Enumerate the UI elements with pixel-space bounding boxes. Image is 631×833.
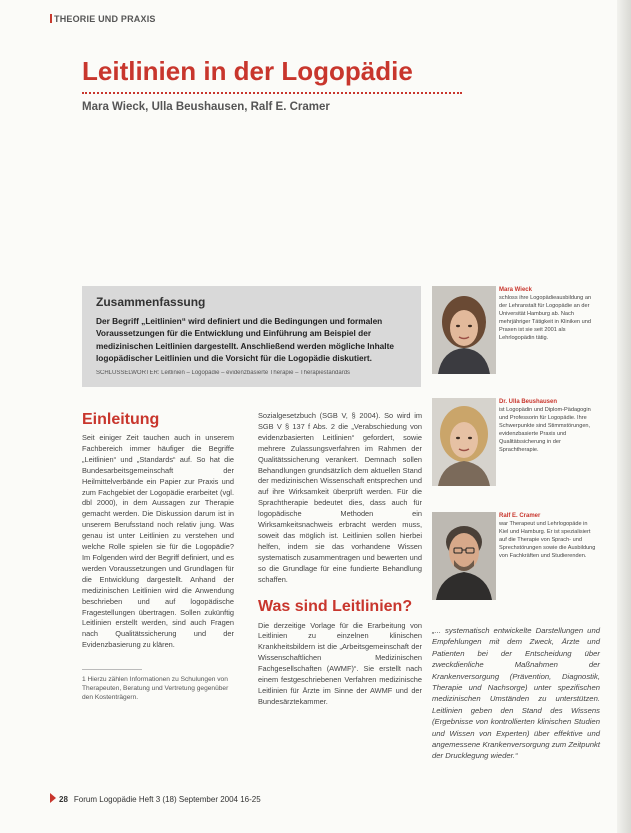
- author-bio-wieck: [499, 286, 597, 342]
- summary-keywords: SCHLÜSSELWÖRTER: Leitlinien – Logopädie – evidenzbasierte Therapie – Therapiestandards: [96, 370, 351, 376]
- definition-quote: „... systematisch entwickelte Darstellungen und Empfehlungen mit dem Zweck, Ärzte und Patienten bei der Entscheidung über zweckdienliche Maßnahmen der Krankenversorgung (Prävention, Diagnostik, Therapie und Nachsorge) unter spezifischen medizinischen Umständen zu unterstützen. Leitlinien geben den Stand des Wissens (Ergebnisse von kontrollierten klinischen Studien und Wissen von Experten) über effektive und angemessene Krankenversorgung zum Zeitpunkt der Drucklegung wieder.“: [432, 626, 600, 761]
- author-name-cramer: Ralf E. Cramer: [499, 513, 541, 519]
- author-photo-cramer: [432, 512, 496, 600]
- summary-box: [82, 286, 421, 387]
- column-middle: [258, 411, 422, 708]
- footnote: 1 Hierzu zählen Informationen zu Schulungen von Therapeuten, Beratung und Vertretung gegenüber den Kostenträgern.: [82, 676, 229, 702]
- author-bio-beushausen: [499, 398, 597, 454]
- author-bio-cramer: [499, 512, 597, 560]
- leitlinien-heading: Was sind Leitlinien?: [258, 597, 413, 615]
- intro-heading: Einleitung: [82, 411, 160, 428]
- author-photo-wieck: [432, 286, 496, 374]
- page-number: 28: [59, 795, 68, 804]
- column-left: [82, 411, 234, 702]
- author-bio-text: war Therapeut und Lehrlogopäde in Kiel und Hamburg. Er ist spezialisiert auf die Therapie von Sprach- und Sprechstörungen sowie die Ausbildung von Fachkräften und Studierenden.: [499, 521, 596, 559]
- footer-text: Forum Logopädie Heft 3 (18) September 2004 16-25: [73, 795, 261, 804]
- footer-arrow-icon: [50, 793, 56, 803]
- article-title: Leitlinien in der Logopädie: [82, 56, 413, 86]
- section-label: [50, 14, 156, 24]
- section-marker: [50, 14, 52, 23]
- author-name-wieck: Mara Wieck: [499, 287, 532, 293]
- intro-text: Seit einiger Zeit tauchen auch in unserem Fachbereich immer häufiger die Begriffe „Leitlinien“ und „Standards“ auf. So hat die Bundesarbeitsgemeinschaft der Heilmittelverbände ein Papier zur Praxis und zum Fachgebiet der Logopädie erarbeitet (vgl. dbl 2000), in dem Aussagen zur Therapie gemacht werden. Die Diskussion darum ist in unserem Berufsstand noch relativ jung. Was genau ist unter Leitlinien zu verstehen und welche Rolle spielen sie für die Logopädie? Im Folgenden wird der Begriff definiert, und es werden Voraussetzungen und Grundlagen für die Entwicklung dargestellt. Anhand der medizinischen Leitlinien wird die Anwendung beschrieben und auf logopädische Fragestellungen übertragen. Sollen zukünftig Leitlinien erstellt werden, sind auch Fragen nach Qualitätssicherung und der Evidenzbasierung zu klären.: [82, 433, 234, 650]
- article-authors: Mara Wieck, Ulla Beushausen, Ralf E. Cramer: [82, 101, 330, 113]
- author-bio-text: ist Logopädin und Diplom-Pädagogin und Professorin für Logopädie. Ihre Schwerpunkte sind Stimmstörungen, evidenzbasierte Praxis und Qualitätssicherung in der Sprachtherapie.: [499, 407, 591, 453]
- page-edge: [617, 0, 631, 833]
- title-dotted-rule: [82, 92, 462, 94]
- summary-text: Der Begriff „Leitlinien“ wird definiert und die Bedingungen und formalen Voraussetzungen für die Entwicklung und Einführung am Beispiel der medizinischen Leitlinien dargestellt. Anschließend werden mögliche Inhalte logopädischer Leitlinien und die Vorsicht für die Logopädie diskutiert.: [96, 316, 394, 364]
- author-bio-text: schloss ihre Logopädieausbildung an der Lehranstalt für Logopädie an der Universität Hamburg ab. Nach mehrjähriger Tätigkeit in Kliniken und Praxen ist sie seit 2001 als Lehrlogopädin tätig.: [499, 295, 592, 341]
- footnote-rule: [82, 669, 142, 670]
- page-footer: [50, 793, 261, 804]
- section-label-text: THEORIE UND PRAXIS: [54, 14, 156, 24]
- summary-heading: Zusammenfassung: [96, 295, 206, 309]
- col2-text: Sozialgesetzbuch (SGB V, § 2004). So wird im SGB V § 137 f Abs. 2 die „Verabschiedung von evidenzbasierten Leitlinien“ gefordert, sowie mehrere Zulassungsverfahren im Rahmen der Qualitätssicherung verankert. Demnach sollen Behandlungen grundsätzlich dem aktuellen Stand der medizinischen Wissenschaft entsprechen und auf ihre Wirksamkeit überprüft werden. Für die Sprachtherapie bedeutet dies, dass auch für logopädische Methoden ein Wirksamkeitsnachweis erbracht werden muss, soweit das möglich ist. Leitlinien sollen hierbei helfen, indem sie das vorhandene Wissen systematisch zusammentragen und bewerten und so die Grundlage für eine fundierte Behandlung schaffen.: [258, 411, 422, 584]
- author-photo-beushausen: [432, 398, 496, 486]
- author-name-beushausen: Dr. Ulla Beushausen: [499, 399, 558, 405]
- col2-text-2: Die derzeitige Vorlage für die Erarbeitung von Leitlinien zu einzelnen klinischen Krankheitsbildern ist die „Arbeitsgemeinschaft der Wissenschaftlichen Medizinischen Fachgesellschaften (AWMF)“. Sie erstellt nach einem festgeschriebenen Verfahren medizinische Leitlinien für Ärzte im Sinne der AWMF und der Bundesärztekammer.: [258, 620, 422, 706]
